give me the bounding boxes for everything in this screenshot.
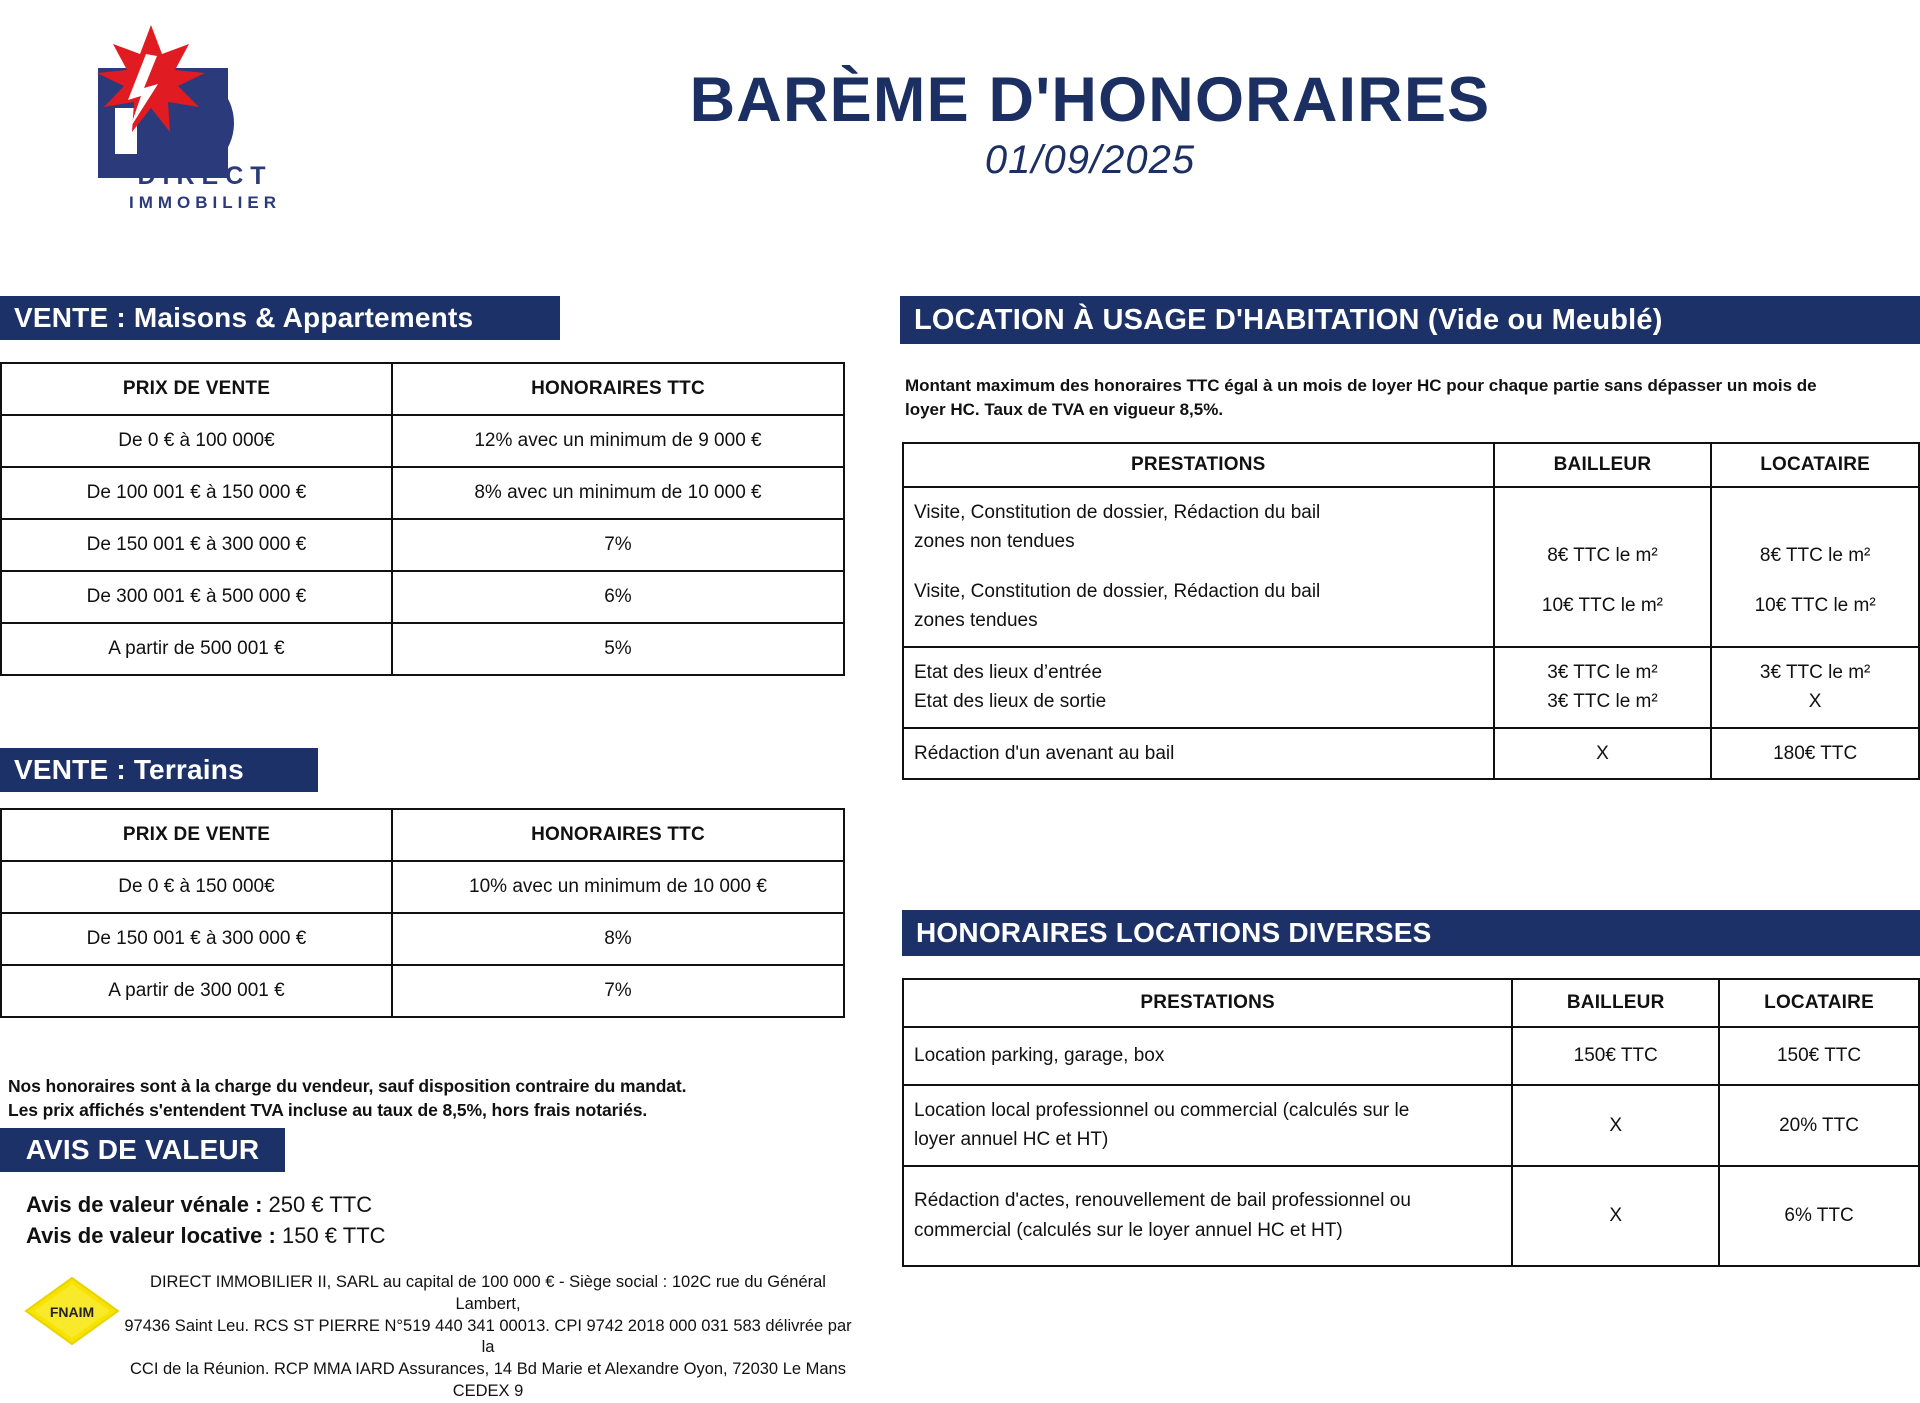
cell-honoraires: 12% avec un minimum de 9 000 € bbox=[392, 415, 844, 467]
cell-prestation bbox=[903, 487, 1494, 647]
cell-prix: De 0 € à 100 000€ bbox=[1, 415, 392, 467]
sale-note-line-1: Nos honoraires sont à la charge du vendeur, sauf disposition contraire du mandat. bbox=[8, 1076, 687, 1096]
cell-prestation bbox=[903, 728, 1494, 779]
col-honoraires-ttc: HONORAIRES TTC bbox=[392, 809, 844, 861]
table-row bbox=[903, 487, 1919, 647]
habitation-note bbox=[905, 374, 1905, 422]
amount-line: 10€ TTC le m² bbox=[1754, 594, 1876, 616]
amount-spacer bbox=[1499, 571, 1707, 591]
cell-honoraires: 7% bbox=[392, 965, 844, 1017]
cell-locataire: 6% TTC bbox=[1719, 1166, 1919, 1266]
table-row bbox=[903, 1085, 1919, 1166]
cell-bailleur: X bbox=[1494, 728, 1712, 779]
cell-prestation bbox=[903, 1027, 1512, 1085]
prestation-line: Location parking, garage, box bbox=[914, 1045, 1165, 1067]
avis-item-venale-value: 250 € TTC bbox=[268, 1192, 373, 1217]
avis-item-venale bbox=[26, 1192, 372, 1218]
habitation-note-line-2: loyer HC. Taux de TVA en vigueur 8,5%. bbox=[905, 399, 1224, 419]
banner-avis-de-valeur: AVIS DE VALEUR bbox=[0, 1128, 285, 1172]
logo-wordmark-primary: DIRECT bbox=[137, 162, 273, 190]
prestation-line: Rédaction d'un avenant au bail bbox=[914, 742, 1175, 764]
table-locations-diverses bbox=[902, 978, 1920, 1267]
cell-honoraires: 6% bbox=[392, 571, 844, 623]
amount-line: 8€ TTC le m² bbox=[1759, 545, 1871, 567]
amount-line: 10€ TTC le m² bbox=[1541, 594, 1663, 616]
cell-locataire: 150€ TTC bbox=[1719, 1027, 1919, 1085]
prestation-line: Visite, Constitution de dossier, Rédaction du bail bbox=[914, 502, 1321, 523]
cell-prix: De 0 € à 150 000€ bbox=[1, 861, 392, 913]
table-row bbox=[903, 1166, 1919, 1266]
avis-item-locative bbox=[26, 1223, 386, 1249]
prestation-line: zones non tendues bbox=[914, 531, 1075, 553]
col-honoraires-ttc: HONORAIRES TTC bbox=[392, 363, 844, 415]
col-bailleur: BAILLEUR bbox=[1512, 979, 1719, 1027]
table-row bbox=[1, 861, 844, 913]
cell-honoraires: 10% avec un minimum de 10 000 € bbox=[392, 861, 844, 913]
cell-bailleur bbox=[1494, 647, 1712, 728]
prestation-line: Location local professionnel ou commercial (calculés sur le bbox=[914, 1100, 1410, 1121]
table-header-row bbox=[903, 979, 1919, 1027]
table-row bbox=[1, 965, 844, 1017]
table-location-habitation bbox=[902, 442, 1920, 780]
page-title: BARÈME D'HONORAIRES bbox=[689, 65, 1491, 135]
company-logo bbox=[58, 22, 308, 237]
cell-locataire bbox=[1711, 647, 1919, 728]
cell-prix: De 300 001 € à 500 000 € bbox=[1, 571, 392, 623]
amount-spacer bbox=[1716, 571, 1914, 591]
cell-bailleur: X bbox=[1512, 1166, 1719, 1266]
cell-locataire bbox=[1711, 487, 1919, 647]
table-row bbox=[1, 623, 844, 675]
page-date: 01/09/2025 bbox=[984, 138, 1196, 182]
table-row bbox=[1, 913, 844, 965]
banner-location-habitation: LOCATION À USAGE D'HABITATION (Vide ou Meublé) bbox=[900, 296, 1920, 344]
prestation-line: loyer annuel HC et HT) bbox=[914, 1129, 1109, 1151]
prestation-line: Etat des lieux d’entrée bbox=[914, 661, 1103, 683]
table-vente-maisons bbox=[0, 362, 845, 676]
prestation-line: Visite, Constitution de dossier, Rédaction du bail bbox=[914, 580, 1321, 602]
cell-locataire: 180€ TTC bbox=[1711, 728, 1919, 779]
table-row bbox=[1, 571, 844, 623]
cell-prix: De 150 001 € à 300 000 € bbox=[1, 519, 392, 571]
footer-line-3: CCI de la Réunion. RCP MMA IARD Assurances, 14 Bd Marie et Alexandre Oyon, 72030 Le Mans bbox=[130, 1360, 846, 1379]
prestation-line: commercial (calculés sur le loyer annuel HC et HT) bbox=[914, 1219, 1343, 1241]
table-row bbox=[1, 519, 844, 571]
amount-line: 8€ TTC le m² bbox=[1547, 545, 1658, 567]
table-header-row bbox=[903, 443, 1919, 487]
banner-locations-diverses: HONORAIRES LOCATIONS DIVERSES bbox=[902, 910, 1920, 956]
banner-vente-maisons: VENTE : Maisons & Appartements bbox=[0, 296, 560, 340]
sale-note-line-2: Les prix affichés s'entendent TVA incluse au taux de 8,5%, hors frais notariés. bbox=[8, 1099, 648, 1120]
footer-line-1: DIRECT IMMOBILIER II, SARL au capital de 100 000 € - Siège social : 102C rue du Général Lambert, bbox=[150, 1273, 826, 1313]
fnaim-badge-icon bbox=[22, 1276, 122, 1346]
amount-line: X bbox=[1808, 691, 1822, 713]
col-prestations: PRESTATIONS bbox=[903, 443, 1494, 487]
table-header-row bbox=[1, 809, 844, 861]
table-row bbox=[903, 1027, 1919, 1085]
footer-legal-text bbox=[118, 1272, 858, 1403]
habitation-note-line-1: Montant maximum des honoraires TTC égal à un mois de loyer HC pour chaque partie sans dépasser un mois de bbox=[905, 376, 1817, 395]
cell-bailleur bbox=[1494, 487, 1712, 647]
table-row bbox=[1, 415, 844, 467]
cell-honoraires: 7% bbox=[392, 519, 844, 571]
table-row bbox=[903, 647, 1919, 728]
cell-honoraires: 5% bbox=[392, 623, 844, 675]
col-locataire: LOCATAIRE bbox=[1719, 979, 1919, 1027]
avis-item-venale-label: Avis de valeur vénale : bbox=[26, 1192, 263, 1217]
sale-note bbox=[8, 1075, 748, 1122]
amount-line: 3€ TTC le m² bbox=[1547, 661, 1658, 683]
banner-vente-terrains: VENTE : Terrains bbox=[0, 748, 318, 792]
cell-prestation bbox=[903, 647, 1494, 728]
amount-spacer bbox=[1499, 513, 1707, 541]
table-row bbox=[1, 467, 844, 519]
cell-prestation bbox=[903, 1166, 1512, 1266]
svg-text:FNAIM: FNAIM bbox=[49, 1304, 95, 1320]
avis-item-locative-label: Avis de valeur locative : bbox=[26, 1223, 276, 1248]
cell-prix: A partir de 300 001 € bbox=[1, 965, 392, 1017]
avis-item-locative-value: 150 € TTC bbox=[281, 1223, 386, 1248]
col-bailleur: BAILLEUR bbox=[1494, 443, 1712, 487]
amount-spacer bbox=[1716, 513, 1914, 541]
prestation-line: Rédaction d'actes, renouvellement de bail professionnel ou bbox=[914, 1190, 1411, 1212]
prestation-line: zones tendues bbox=[914, 610, 1038, 632]
cell-prix: A partir de 500 001 € bbox=[1, 623, 392, 675]
amount-line: 3€ TTC le m² bbox=[1759, 661, 1871, 683]
table-header-row bbox=[1, 363, 844, 415]
footer-line-2: 97436 Saint Leu. RCS ST PIERRE N°519 440 341 00013. CPI 9742 2018 000 031 583 délivrée par la bbox=[124, 1316, 852, 1357]
cell-prix: De 150 001 € à 300 000 € bbox=[1, 913, 392, 965]
logo-wordmark-secondary: IMMOBILIER bbox=[129, 193, 281, 212]
cell-bailleur: X bbox=[1512, 1085, 1719, 1166]
footer-line-4: CEDEX 9 bbox=[452, 1381, 524, 1400]
prestation-line: Etat des lieux de sortie bbox=[914, 691, 1107, 713]
col-locataire: LOCATAIRE bbox=[1711, 443, 1919, 487]
col-prestations: PRESTATIONS bbox=[903, 979, 1512, 1027]
prestation-spacer bbox=[914, 557, 1493, 577]
fnaim-logo bbox=[22, 1276, 122, 1346]
cell-honoraires: 8% avec un minimum de 10 000 € bbox=[392, 467, 844, 519]
cell-prix: De 100 001 € à 150 000 € bbox=[1, 467, 392, 519]
cell-honoraires: 8% bbox=[392, 913, 844, 965]
amount-line: 3€ TTC le m² bbox=[1547, 691, 1658, 713]
table-row bbox=[903, 728, 1919, 779]
col-prix-de-vente: PRIX DE VENTE bbox=[1, 809, 392, 861]
table-vente-terrains bbox=[0, 808, 845, 1018]
cell-locataire: 20% TTC bbox=[1719, 1085, 1919, 1166]
cell-prestation bbox=[903, 1085, 1512, 1166]
col-prix-de-vente: PRIX DE VENTE bbox=[1, 363, 392, 415]
cell-bailleur: 150€ TTC bbox=[1512, 1027, 1719, 1085]
